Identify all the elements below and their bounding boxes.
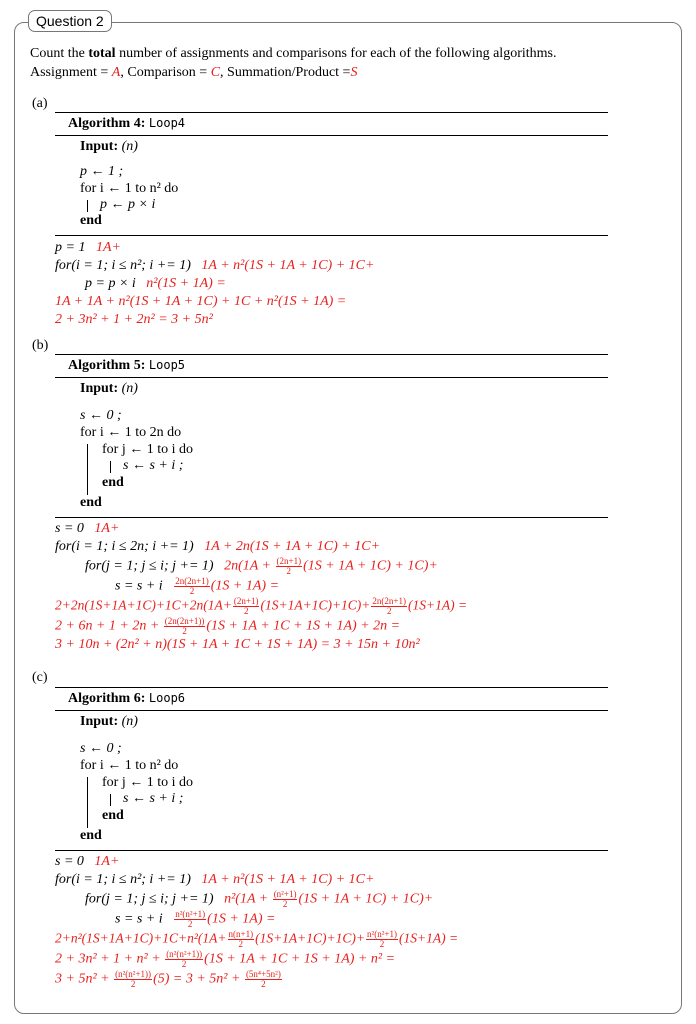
legend-compare: , Comparison = <box>120 65 211 80</box>
work-line: p = p × i n²(1S + 1A) = <box>85 276 226 291</box>
part-c-label: (c) <box>32 670 48 685</box>
code-line: s ← 0 ; <box>80 408 122 423</box>
work-line: 1A + 1A + n²(1S + 1A + 1C) + 1C + n²(1S + 1A) = <box>55 294 347 309</box>
code-line: end <box>80 213 102 228</box>
code-line: p ← 1 ; <box>80 164 124 179</box>
code-line: end <box>80 828 102 843</box>
work-line: s = 0 1A+ <box>55 854 120 869</box>
rule <box>55 235 608 236</box>
algo-input: Input: (n) <box>80 381 138 396</box>
work-line: 2 + 3n² + 1 + n² + $\frac{\text{(n²(n²+1))}}{2}$ (1S + 1A + 1C + 1S + 1A) + n² = <box>55 949 396 969</box>
code-line: for i ← 1 to n² do <box>80 181 179 196</box>
work-line: 2+2n(1S+1A+1C)+1C+2n(1A+ $\frac{(2n+1)}{2}$ (1S+1A+1C)+1C)+ $\frac{2n(2n+1)}{2}$ (1S+1A) = <box>55 596 468 616</box>
intro-bold: total <box>88 46 116 61</box>
part-a-work <box>55 240 374 330</box>
algo-title: Algorithm 4: Loop4 <box>68 116 186 131</box>
rule <box>55 354 608 355</box>
rule <box>55 377 608 378</box>
work-line: p = 1 1A+ <box>55 240 121 255</box>
rule <box>55 710 608 711</box>
work-line: 2 + 3n² + 1 + 2n² = 3 + 5n² <box>55 312 213 327</box>
algorithm-4 <box>55 112 608 240</box>
algo-input: Input: (n) <box>80 714 138 729</box>
intro-text <box>30 44 556 82</box>
block-bar <box>110 794 111 806</box>
work-line: 3 + 10n + (2n² + n)(1S + 1A + 1C + 1S + 1A) = 3 + 15n + 10n² <box>55 637 420 652</box>
legend-assign: Assignment = <box>30 65 112 80</box>
intro-pre: Count the <box>30 46 89 61</box>
algo-title: Algorithm 6: Loop6 <box>68 691 186 706</box>
block-bar <box>87 444 88 495</box>
work-line: 3 + 5n² + $\frac{\text{(n²(n²+1))}}{2}$ (5) = 3 + 5n² + $\frac{\text{(5n⁴+5n²)}}{2}$ <box>55 969 281 989</box>
code-line: s ← s + i ; <box>123 458 184 473</box>
work-line: s = s + i $\frac{\text{n²(n²+1)}}{2}$ (1S + 1A) = <box>115 909 276 929</box>
algo-title: Algorithm 5: Loop5 <box>68 358 186 373</box>
block-bar <box>110 461 111 473</box>
code-line: end <box>80 495 102 510</box>
code-line: for j ← 1 to i do <box>102 442 193 457</box>
code-line: for j ← 1 to i do <box>102 775 193 790</box>
code-line: for i ← 1 to n² do <box>80 758 179 773</box>
part-c-work <box>55 854 458 990</box>
work-line: s = s + i $\frac{2n(2n+1)}{2}$ (1S + 1A) = <box>115 576 280 596</box>
legend-sum: , Summation/Product = <box>220 65 351 80</box>
legend-s-symbol: S <box>350 65 358 80</box>
work-line: for(i = 1; i ≤ n²; i += 1) 1A + n²(1S + 1A + 1C) + 1C+ <box>55 258 375 273</box>
legend-c-symbol: C <box>210 65 221 80</box>
part-b-work <box>55 521 467 655</box>
intro-legend <box>30 63 556 82</box>
algorithm-6 <box>55 687 608 852</box>
rule <box>55 687 608 688</box>
rule <box>55 850 608 851</box>
rule <box>55 517 608 518</box>
rule <box>55 135 608 136</box>
code-line: p ← p × i <box>100 197 156 212</box>
intro-line-1 <box>30 44 556 63</box>
part-b-label: (b) <box>32 338 49 353</box>
code-line: for i ← 1 to 2n do <box>80 425 182 440</box>
work-line: 2 + 6n + 1 + 2n + $\frac{(2n(2n+1))}{2}$ (1S + 1A + 1C + 1S + 1A) + 2n = <box>55 616 401 636</box>
code-line: end <box>102 475 124 490</box>
algorithm-5 <box>55 354 608 519</box>
question-label: Question 2 <box>28 10 112 32</box>
work-line: for(i = 1; i ≤ n²; i += 1) 1A + n²(1S + 1A + 1C) + 1C+ <box>55 872 375 887</box>
intro-post: number of assignments and comparisons for each of the following algorithms. <box>115 46 557 61</box>
rule <box>55 112 608 113</box>
work-line: for(j = 1; j ≤ i; j += 1) n²(1A + $\frac{\text{(n²+1)}}{2}$ (1S + 1A + 1C) + 1C)+ <box>85 889 434 909</box>
code-line: s ← s + i ; <box>123 791 184 806</box>
work-line: for(i = 1; i ≤ 2n; i += 1) 1A + 2n(1S + 1A + 1C) + 1C+ <box>55 539 381 554</box>
legend-a-symbol: A <box>111 65 121 80</box>
part-a-label: (a) <box>32 96 48 111</box>
block-bar <box>87 777 88 828</box>
code-line: end <box>102 808 124 823</box>
block-bar <box>87 200 88 212</box>
algo-input: Input: (n) <box>80 139 138 154</box>
work-line: 2+n²(1S+1A+1C)+1C+n²(1A+ $\frac{n(n+1)}{2}$ (1S+1A+1C)+1C)+ $\frac{\text{n²(n²+1)}}{2}$ (1S+1A) = <box>55 929 459 949</box>
code-line: s ← 0 ; <box>80 741 122 756</box>
work-line: for(j = 1; j ≤ i; j += 1) 2n(1A + $\frac{(2n+1)}{2}$ (1S + 1A + 1C) + 1C)+ <box>85 556 438 576</box>
work-line: s = 0 1A+ <box>55 521 120 536</box>
